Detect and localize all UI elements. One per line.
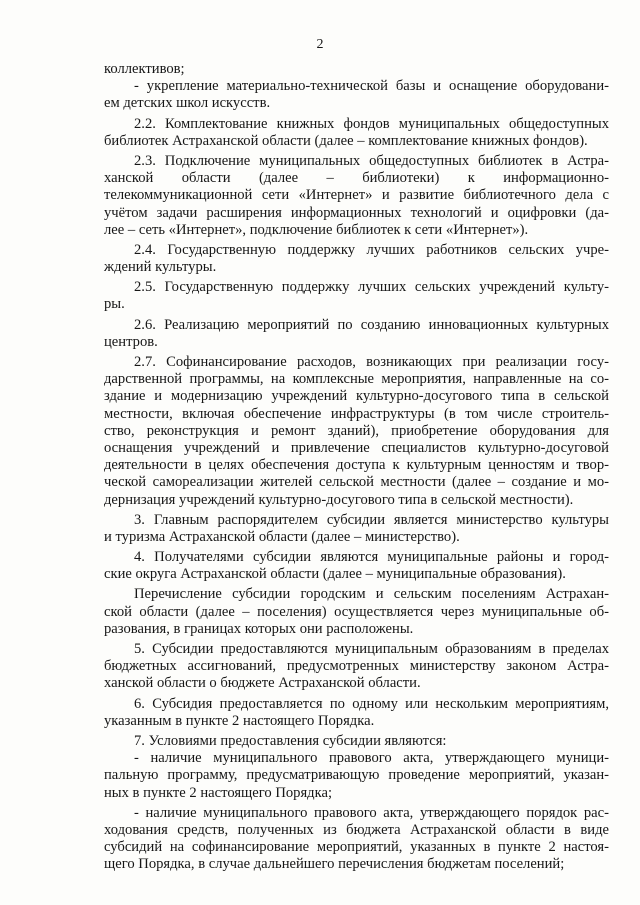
text-line: 2.6. Реализацию мероприятий по созданию инновационных культурных [134, 316, 609, 333]
text-line: местности, включая обеспечение инфраструктуры (в том числе строитель- [104, 405, 609, 422]
text-line: 2.5. Государственную поддержку лучших сельских учреждений культу- [134, 279, 609, 296]
text-line: ской области (далее – поселения) осуществляется через муниципальные об- [104, 603, 609, 620]
text-line: ство, реконструкция и ремонт зданий), приобретение оборудования для [104, 422, 609, 439]
text-line: дарственной программы, на комплексные мероприятия, направленные на со- [104, 371, 609, 388]
text-line: и туризма Астраханской области (далее – министерство). [104, 528, 460, 545]
text-line: ждений культуры. [104, 259, 217, 276]
text-line: указанным в пункте 2 настоящего Порядка. [104, 712, 375, 729]
text-line: - наличие муниципального правового акта, утверждающего муници- [134, 750, 609, 767]
text-line: учётом задачи расширения информационных технологий и оцифровки (да- [104, 204, 609, 221]
text-line: ры. [104, 296, 125, 313]
text-line: здание и модернизацию учреждений культурно-досугового типа в сельской [104, 388, 609, 405]
text-line: ханской области (далее – библиотеки) к информационно- [104, 170, 609, 187]
text-line: коллективов; [104, 61, 185, 77]
text-line: 4. Получателями субсидии являются муниципальные районы и город- [134, 549, 609, 566]
text-line: разования, в границах которых они расположены. [104, 620, 414, 637]
text-line: 2.3. Подключение муниципальных общедоступных библиотек в Астра- [134, 152, 609, 169]
text-line: - укрепление материально-технической базы и оснащение оборудовани- [134, 78, 609, 95]
text-line: ческой самореализации жителей сельской местности (далее – создание и мо- [104, 474, 609, 491]
text-line: 6. Субсидия предоставляется по одному или нескольким мероприятиям, [134, 695, 609, 712]
text-line: 2.7. Софинансирование расходов, возникающих при реализации госу- [134, 354, 609, 370]
text-line: оснащения учреждений и привлечение специалистов культурно-досуговой [104, 439, 609, 456]
text-line: дернизация учреждений культурно-досугового типа в сельской местности). [104, 491, 574, 508]
text-line: ных в пункте 2 настоящего Порядка; [104, 784, 332, 801]
text-line: телекоммуникационной сети «Интернет» и развитие библиотечного дела с [104, 187, 609, 204]
text-line: ходования средств, полученных из бюджета Астраханской области в виде [104, 821, 609, 838]
text-line: субсидий на софинансирование мероприятий, указанных в пункте 2 настоя- [104, 839, 609, 856]
text-line: лее – сеть «Интернет», подключение библиотек к сети «Интернет»). [104, 221, 529, 238]
text-line: 2.4. Государственную поддержку лучших работников сельских учре- [134, 241, 609, 258]
text-line: ские округа Астраханской области (далее – муниципальные образования). [104, 566, 566, 583]
text-line: ем детских школ искусств. [104, 95, 271, 112]
text-line: 2.2. Комплектование книжных фондов муниципальных общедоступных [134, 115, 609, 132]
text-line: - наличие муниципального правового акта, утверждающего порядок рас- [134, 804, 609, 821]
text-line: ханской области о бюджете Астраханской области. [104, 675, 421, 692]
text-line: центров. [104, 333, 158, 350]
text-line: библиотек Астраханской области (далее – комплектование книжных фондов). [104, 132, 588, 149]
page-number: 2 [316, 37, 324, 52]
text-line: 7. Условиями предоставления субсидии являются: [134, 732, 447, 749]
document-body [104, 61, 609, 873]
text-line: 3. Главным распорядителем субсидии является министерство культуры [134, 511, 609, 528]
text-line: щего Порядка, в случае дальнейшего перечисления бюджетам поселений; [104, 856, 565, 873]
text-line: бюджетных ассигнований, предусмотренных министерству законом Астра- [104, 658, 609, 675]
text-line: пальную программу, предусматривающую проведение мероприятий, указан- [104, 767, 609, 784]
text-line: Перечисление субсидии городским и сельским поселениям Астрахан- [134, 586, 609, 603]
text-line: деятельности в целях обеспечения доступа к культурным ценностям и твор- [104, 457, 609, 474]
text-line: 5. Субсидии предоставляются муниципальным образованиям в пределах [134, 641, 609, 657]
